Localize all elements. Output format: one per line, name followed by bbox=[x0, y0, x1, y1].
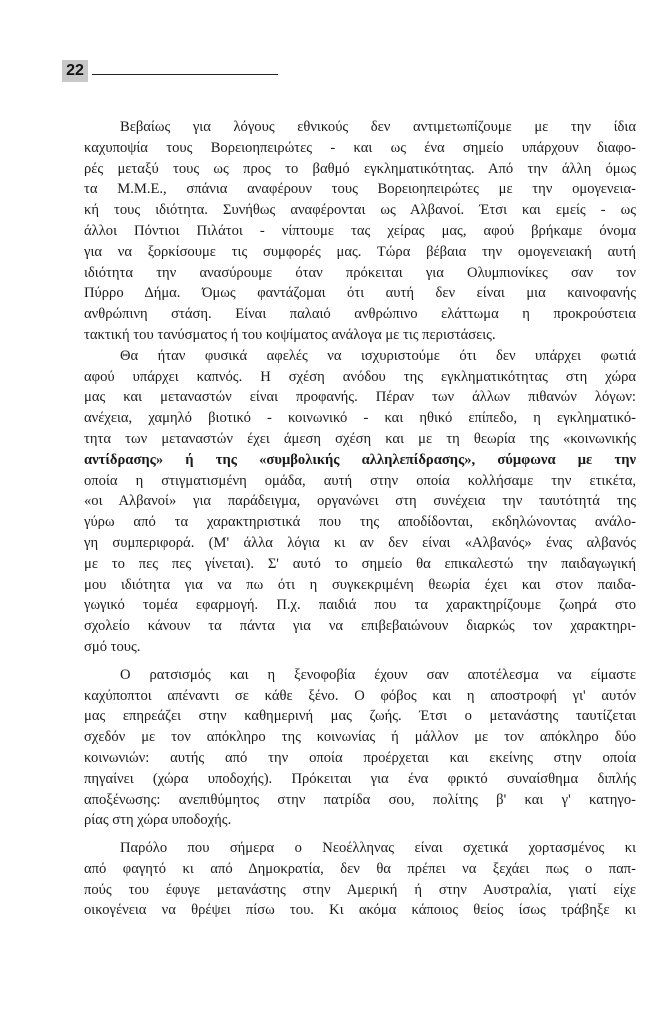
text-line: ανέχεια, χαμηλό βιοτικό - κοινωνικό - και ηθικό επίπεδο, η εγκληματικό- bbox=[84, 410, 636, 427]
page-number: 22 bbox=[62, 60, 88, 82]
text-line: γη συμπεριφορά. (Μ' άλλα λόγια κι αν δεν είναι «Αλβανός» ένας αλβανός bbox=[84, 534, 636, 551]
text-line: οποία η στιγματισμένη ομάδα, αυτή στην οποία κολλήσαμε την ετικέτα, bbox=[84, 472, 636, 489]
text-line: Παρόλο που σήμερα ο Νεοέλληνας είναι σχετικά χορτασμένος κι bbox=[120, 840, 636, 857]
text-line: οικογένεια να θρέψει πίσω του. Κι ακόμα κάποιος θείος ίσως τράβηξε κι bbox=[84, 902, 636, 919]
paragraph-2 bbox=[84, 346, 636, 658]
text-line: αποξένωσης: ανεπιθύμητος στην πατρίδα σου, πολίτης β' και γ' κατηγο- bbox=[84, 791, 636, 808]
text-line: γύρω από τα χαρακτηριστικά που της αποδίδονται, εκδηλώνοντας ανάλο- bbox=[84, 514, 636, 531]
text-line: σχεδόν με τον απόκληρο της κοινωνίας ή μάλλον με τον απόκληρο δύο bbox=[84, 729, 636, 746]
header-rule bbox=[92, 74, 278, 75]
text-line bbox=[84, 221, 636, 242]
paragraph-1 bbox=[84, 117, 636, 346]
text-line: Ο ρατσισμός και η ξενοφοβία έχουν σαν αποτέλεσμα να είμαστε bbox=[120, 666, 636, 683]
text-line: κή τους ιδιότητα. Συνήθως αναφέρονται ως Αλβανοί. Έτσι και εμείς - ως bbox=[84, 202, 636, 219]
text-line: ανθρώπινη στάση. Είναι παλαιό ανθρώπινο ελάττωμα η προκρούστεια bbox=[84, 306, 636, 323]
text-line: πούς του έφυγε μετανάστης στην Αμερική ή στην Αυστραλία, γιατί είχε bbox=[84, 881, 636, 898]
text-line: κοινωνιών: αυτής από την οποία προέρχεται και εκείνης στην οποία bbox=[84, 749, 636, 766]
text-line: σχολείο κάνουν τα πάντα για να επιβεβαιώνουν διαρκώς τον χαρακτηρι- bbox=[84, 618, 636, 635]
text-line: μου ιδιότητα για να πω ότι η συγκεκριμένη θεωρία έχει και στον παιδα- bbox=[84, 576, 636, 593]
text-line: ιδιότητα την ανασύρουμε όταν πρόκειται για Ολυμπιονίκες σαν τον bbox=[84, 264, 636, 281]
text-span: άλλοι Πόντιοι Πιλάτοι - νίπτουμε τας χείρας μας, αφού βρήκαμε όνομα bbox=[84, 222, 636, 239]
text-line: Πύρρο Δήμα. Όμως φαντάζομαι ότι αυτή δεν είναι μια καινοφανής bbox=[84, 285, 636, 302]
text-line: ρές μεταξύ τους ως προς το βαθμό εγκληματικότητας. Από την άλλη όμως bbox=[84, 160, 636, 177]
text-line: τα Μ.Μ.Ε., σπάνια αναφέρουν τους Βορειοηπειρώτες με την ομογενεια- bbox=[84, 181, 636, 198]
text-line: τητα των μεταναστών έχει άμεση σχέση και με τη θεωρία της «κοινωνικής bbox=[84, 430, 636, 447]
paragraph-3 bbox=[84, 665, 636, 831]
text-line: μας και μεταναστών είναι προφανής. Πέραν των άλλων πιθανών λόγων: bbox=[84, 389, 636, 406]
paragraph-4 bbox=[84, 838, 636, 921]
text-line: Θα ήταν φυσικά αφελές να ισχυριστούμε ότι δεν υπάρχει φωτιά bbox=[120, 347, 636, 364]
text-line: από φαγητό κι από Δημοκρατία, δεν θα πρέπει να ξεχάει πως ο παπ- bbox=[84, 860, 636, 877]
text-line: «οι Αλβανοί» για παράδειγμα, οργανώνει στη συνέχεια την ταυτότητά της bbox=[84, 493, 636, 510]
text-line: σμό τους. bbox=[84, 638, 141, 655]
text-line: γωγικό τομέα εφαρμογή. Π.χ. παιδιά που τα χαρακτηρίζουμε ζωηρά στο bbox=[84, 597, 636, 614]
page-header bbox=[62, 60, 278, 84]
text-line: ρίας στη χώρα υποδοχής. bbox=[84, 812, 232, 829]
body-text bbox=[84, 117, 636, 921]
text-line: τακτική του τανύσματος ή του κοψίματος ανάλογα με τις περιστάσεις. bbox=[84, 326, 496, 343]
text-line: Βεβαίως για λόγους εθνικούς δεν αντιμετωπίζουμε με την ίδια bbox=[120, 119, 636, 135]
text-line: αντίδρασης» ή της «συμβολικής αλληλεπίδρασης», σύμφωνα με την bbox=[84, 451, 636, 468]
text-line: πηγαίνει (χώρα υποδοχής). Πρόκειται για ένα φρικτό συναίσθημα διπλής bbox=[84, 770, 636, 787]
text-line: καχυποψία τους Βορειοηπειρώτες - και ως ένα σημείο υπάρχουν διαφο- bbox=[84, 139, 636, 156]
text-line: μας επηρεάζει στην καθημερινή μας ζωής. Έτσι ο μετανάστης ταυτίζεται bbox=[84, 708, 636, 725]
text-line: καχύποπτοι απέναντι σε κάθε ξένο. Ο φόβος και η αποστροφή γι' αυτόν bbox=[84, 687, 636, 704]
text-line: με το πες πες γίνεται). Σ' αυτό το σημείο θα επικαλεστώ την παιδαγωγική bbox=[84, 555, 636, 572]
text-line: αφού υπάρχει καπνός. Η σχέση ανόδου της εγκληματικότητας στη χώρα bbox=[84, 368, 636, 385]
text-line: για να ξορκίσουμε τις συμφορές μας. Τώρα βέβαια την ομογενειακή αυτή bbox=[84, 243, 636, 260]
